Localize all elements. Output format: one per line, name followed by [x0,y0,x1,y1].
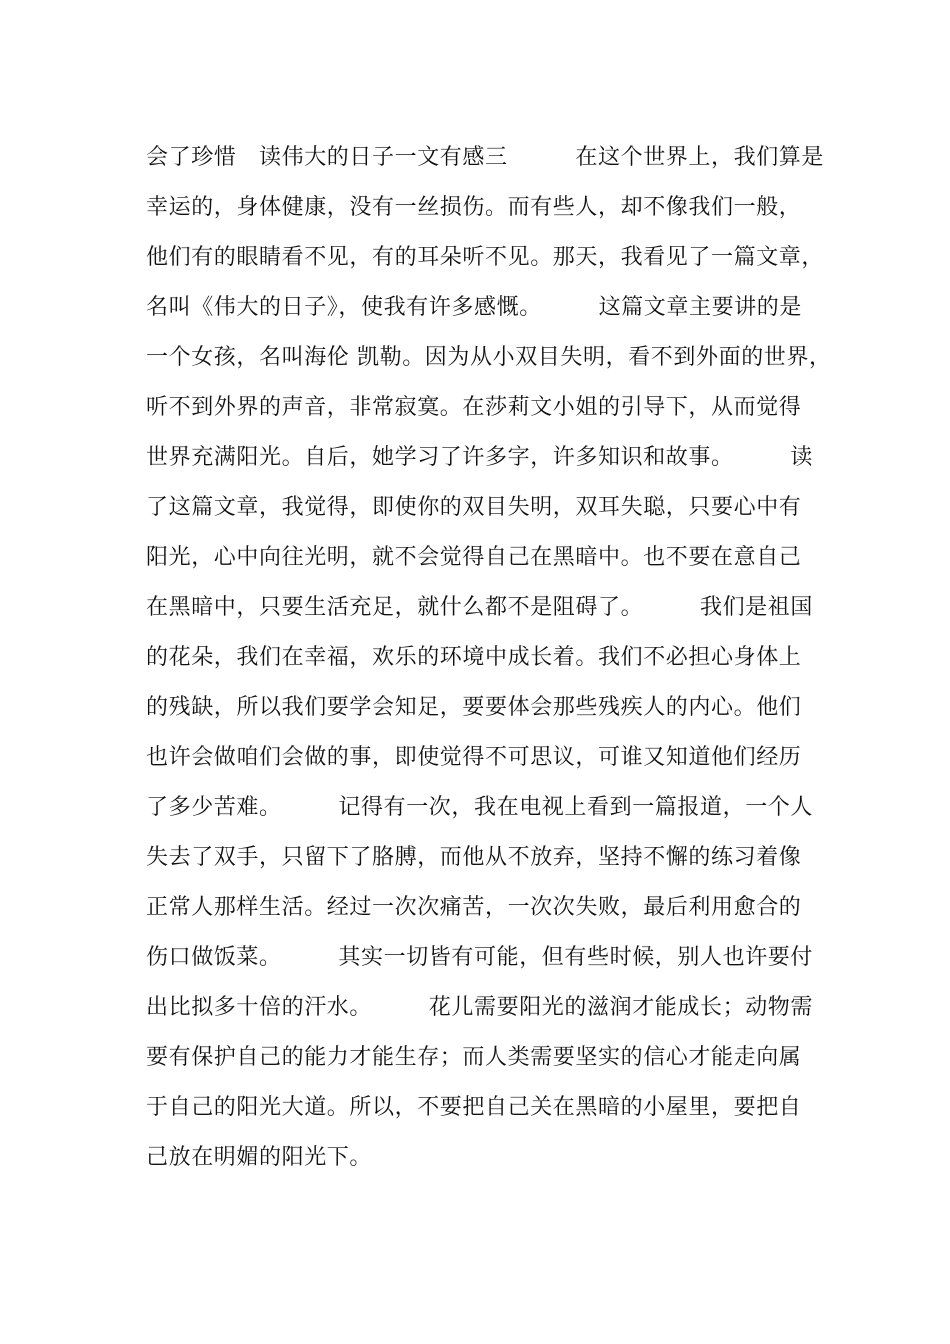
text-line-19: 要有保护自己的能力才能生存；而人类需要坚实的信心才能走向属 [146,1045,802,1070]
text-line-3: 他们有的眼睛看不见，有的耳朵听不见。那天，我看见了一篇文章， [146,245,825,270]
text-line-2: 幸运的，身体健康，没有一丝损伤。而有些人，却不像我们一般， [146,195,802,220]
text-line-15: 失去了双手，只留下了胳膊，而他从不放弃，坚持不懈的练习着像 [146,845,802,870]
text-line-12: 的残缺，所以我们要学会知足，要要体会那些残疾人的内心。他们 [146,695,802,720]
text-line-8: 了这篇文章，我觉得，即使你的双目失明，双耳失聪，只要心中有 [146,495,802,520]
text-line-14: 了多少苦难。 记得有一次，我在电视上看到一篇报道，一个人 [146,795,814,820]
text-line-16: 正常人那样生活。经过一次次痛苦，一次次失败，最后利用愈合的 [146,895,802,920]
text-line-20: 于自己的阳光大道。所以，不要把自己关在黑暗的小屋里，要把自 [146,1095,802,1120]
text-line-13: 也许会做咱们会做的事，即使觉得不可思议，可谁又知道他们经历 [146,745,802,770]
text-line-9: 阳光，心中向往光明，就不会觉得自己在黑暗中。也不要在意自己 [146,545,802,570]
text-line-6: 听不到外界的声音，非常寂寞。在莎莉文小姐的引导下，从而觉得 [146,395,802,420]
text-line-4: 名叫《伟大的日子》，使我有许多感慨。 这篇文章主要讲的是 [146,295,803,320]
text-line-18: 出比拟多十倍的汗水。 花儿需要阳光的滋润才能成长；动物需 [146,995,814,1020]
text-line-21: 己放在明媚的阳光下。 [146,1145,373,1170]
text-line-11: 的花朵，我们在幸福，欢乐的环境中成长着。我们不必担心身体上 [146,645,802,670]
text-line-1: 会了珍惜 读伟大的日子一文有感三 在这个世界上，我们算是 [146,145,825,170]
text-line-17: 伤口做饭菜。 其实一切皆有可能，但有些时候，别人也许要付 [146,945,814,970]
text-line-10: 在黑暗中，只要生活充足，就什么都不是阻碍了。 我们是祖国 [146,595,814,620]
text-line-5: 一个女孩，名叫海伦 凯勒。因为从小双目失明，看不到外面的世界， [146,345,832,370]
text-line-7: 世界充满阳光。自后，她学习了许多字，许多知识和故事。 读 [146,445,814,470]
essay-body [146,133,836,1183]
